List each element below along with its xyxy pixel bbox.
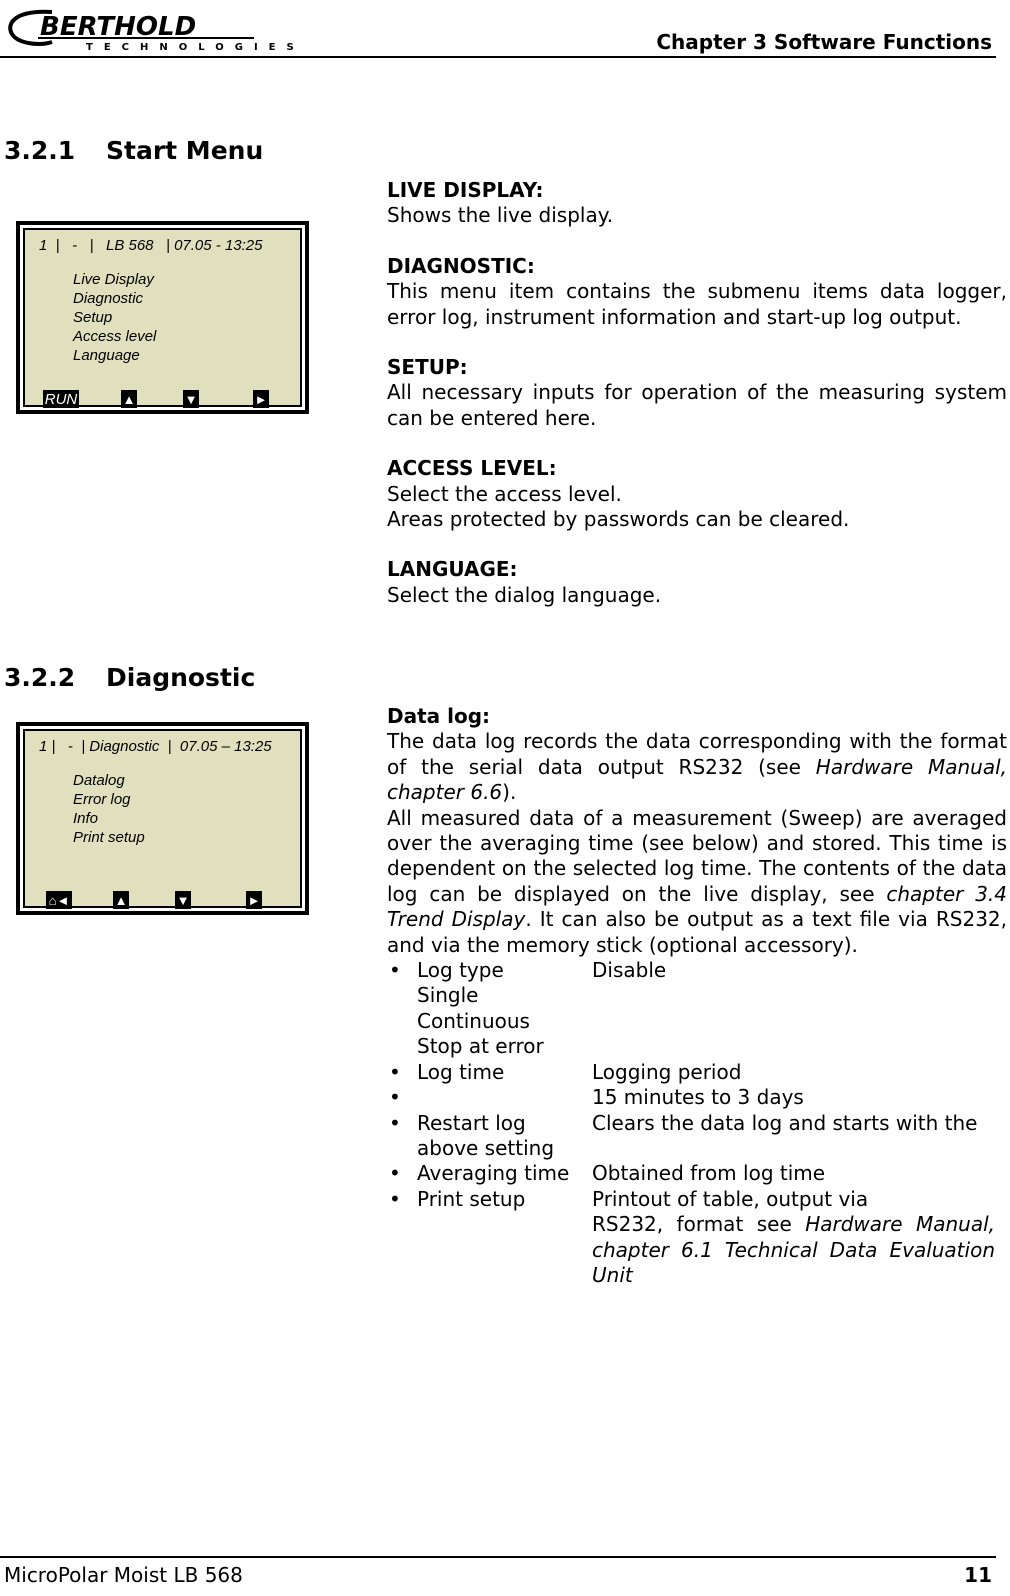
- setting-key: Restart log: [417, 1110, 526, 1135]
- run-key[interactable]: RUN: [44, 390, 78, 408]
- datalog-label: Data log:: [387, 704, 491, 728]
- list-item: • Print setup Printout of table, output via: [387, 1187, 1007, 1212]
- setting-value: 15 minutes to 3 days: [592, 1085, 804, 1110]
- header-rule: [0, 56, 996, 58]
- list-item-continued: RS232, format see Hardware Manual, chapter 6.1 Technical Data Evaluation Unit: [592, 1212, 996, 1287]
- chapter-title: Chapter 3 Software Functions: [656, 30, 992, 54]
- list-item: • Log time Logging period: [387, 1060, 1007, 1085]
- setting-value: Logging period: [592, 1059, 742, 1084]
- entry-label: LANGUAGE:: [387, 557, 518, 582]
- berthold-logo: [4, 2, 304, 58]
- menu-item-setup[interactable]: Setup: [73, 309, 113, 326]
- entry-text: Areas protected by passwords can be cleared.: [387, 507, 850, 532]
- screen-status-line: 1 | - | Diagnostic | 07.05 – 13:25: [39, 738, 272, 755]
- menu-item-error-log[interactable]: Error log: [73, 791, 131, 808]
- start-menu-descriptions: [387, 178, 1007, 608]
- menu-item-datalog[interactable]: Datalog: [73, 772, 125, 789]
- screen-menu-list: [73, 771, 145, 847]
- setting-value: Clears the data log and starts with the: [592, 1110, 978, 1135]
- hardware-manual-reference: Hardware Manual, chapter 6.1 Technical Data Evaluation Unit: [592, 1212, 996, 1287]
- setting-key: Log time: [417, 1059, 505, 1084]
- list-item: • Averaging time Obtained from log time: [387, 1161, 1007, 1186]
- section-number: 3.2.2: [4, 663, 76, 692]
- datalog-paragraph-1: The data log records the data corresponding with the format of the serial data output RS232 (see Hardware Manual, chapter 6.6).: [387, 729, 1008, 805]
- entry-label: ACCESS LEVEL:: [387, 456, 557, 481]
- down-arrow-icon[interactable]: ▼: [176, 892, 190, 908]
- list-item-continued: Single: [417, 983, 479, 1008]
- section-title: Start Menu: [106, 136, 264, 165]
- menu-item-print-setup[interactable]: Print setup: [73, 829, 145, 846]
- entry-label: SETUP:: [387, 355, 468, 380]
- setting-key: Averaging time: [417, 1161, 570, 1186]
- setting-key: Print setup: [417, 1186, 526, 1211]
- trend-display-reference: chapter 3.4 Trend Display: [387, 881, 1007, 932]
- up-arrow-icon[interactable]: ▲: [114, 892, 128, 908]
- entry-text: Shows the live display.: [387, 203, 614, 228]
- entry-text: Select the access level.: [387, 481, 622, 506]
- datalog-settings-list: [387, 958, 1007, 1288]
- entry-text: Select the dialog language.: [387, 582, 662, 607]
- section-number: 3.2.1: [4, 136, 76, 165]
- screen-menu-list: [73, 270, 156, 365]
- menu-item-access-level[interactable]: Access level: [73, 328, 157, 345]
- list-item-continued: Continuous: [417, 1008, 530, 1033]
- setting-value: Disable: [592, 958, 667, 983]
- entry-label: LIVE DISPLAY:: [387, 178, 544, 202]
- page-number: 11: [964, 1563, 992, 1587]
- datalog-paragraph-2: All measured data of a measurement (Sweep) are averaged over the averaging time (see below) and stored. This time is dependent on the selected log time. The contents of the data log can be displayed on the live display, see chapter 3.4 Trend Display. It can also be output as a text file via RS232, and via the memory stick (optional accessory).: [387, 805, 1008, 957]
- footer-rule: [0, 1556, 996, 1558]
- entry-label: DIAGNOSTIC:: [387, 253, 535, 278]
- menu-item-info[interactable]: Info: [73, 810, 99, 827]
- setting-value: Printout of table, output via: [592, 1186, 869, 1211]
- menu-item-language[interactable]: Language: [73, 347, 140, 364]
- right-arrow-icon[interactable]: ►: [247, 892, 261, 908]
- list-item: • 15 minutes to 3 days: [387, 1085, 1007, 1110]
- setting-value: Obtained from log time: [592, 1161, 826, 1186]
- diagnostic-description: [387, 704, 1007, 1288]
- list-item: • Restart log Clears the data log and starts with the: [387, 1111, 1007, 1136]
- logo-text: BERTHOLD: [40, 12, 197, 42]
- screen-status-line: 1 | - | LB 568 | 07.05 - 13:25: [39, 237, 263, 254]
- section-heading-start-menu: [4, 136, 263, 165]
- diagnostic-screen: [16, 722, 309, 915]
- logo-subtext: TECHNOLOGIES: [86, 42, 304, 53]
- section-title: Diagnostic: [106, 663, 256, 692]
- down-arrow-icon[interactable]: ▼: [184, 391, 198, 407]
- setting-key: Log type: [417, 958, 504, 983]
- home-back-icon[interactable]: ⌂◄: [46, 891, 72, 909]
- menu-item-diagnostic[interactable]: Diagnostic: [73, 290, 144, 307]
- entry-text: This menu item contains the submenu items data logger, error log, instrument information and start-up log output.: [387, 279, 1007, 329]
- start-menu-screen: [16, 221, 309, 414]
- list-item: • Log type Disable: [387, 958, 1007, 983]
- list-item-continued: Stop at error: [417, 1034, 544, 1059]
- up-arrow-icon[interactable]: ▲: [122, 391, 136, 407]
- entry-text: All necessary inputs for operation of the measuring system can be entered here.: [387, 380, 1007, 430]
- list-item-continued: above setting: [417, 1135, 555, 1160]
- footer-product-name: MicroPolar Moist LB 568: [4, 1563, 243, 1587]
- menu-item-live-display[interactable]: Live Display: [73, 271, 154, 288]
- right-arrow-icon[interactable]: ►: [254, 391, 268, 407]
- section-heading-diagnostic: [4, 663, 255, 692]
- hardware-manual-reference: Hardware Manual, chapter 6.6: [387, 754, 1008, 805]
